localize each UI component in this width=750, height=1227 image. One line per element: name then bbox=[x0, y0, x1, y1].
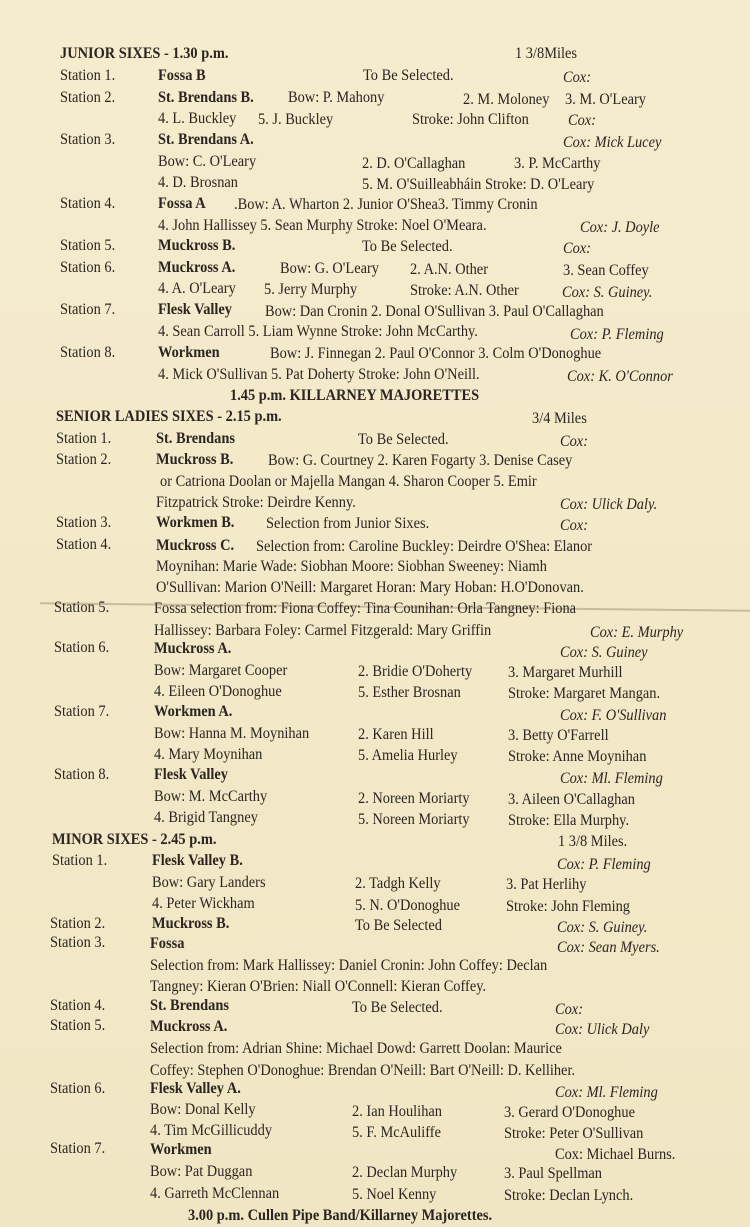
station-label: Station 5. bbox=[60, 237, 116, 254]
cox: Cox: bbox=[560, 433, 588, 450]
station-label: Station 8. bbox=[54, 766, 110, 783]
rower-3: 3. Paul Spellman bbox=[504, 1165, 603, 1182]
crew-info: Selection from Junior Sixes. bbox=[266, 515, 430, 532]
station-label: Station 6. bbox=[50, 1080, 106, 1097]
crew-name: Muckross B. bbox=[152, 915, 230, 932]
rower-bow: Bow: Hanna M. Moynihan bbox=[154, 725, 310, 742]
cox: Cox: S. Guiney bbox=[560, 644, 648, 661]
cox: Cox: S. Guiney. bbox=[562, 284, 653, 301]
rower-5: 5. Noreen Moriarty bbox=[358, 811, 470, 828]
crew-info: To Be Selected bbox=[355, 917, 442, 934]
station-label: Station 2. bbox=[50, 915, 106, 932]
rower-2: 2. A.N. Other bbox=[410, 261, 488, 278]
rower-bow: Bow: Margaret Cooper bbox=[154, 662, 288, 679]
rower-2: 2. Tadgh Kelly bbox=[355, 875, 441, 892]
rower-4: 4. A. O'Leary bbox=[158, 280, 236, 297]
crew-info: To Be Selected. bbox=[358, 431, 449, 448]
crew-line: 4. Sean Carroll 5. Liam Wynne Stroke: John McCarthy. bbox=[158, 323, 478, 340]
crew-line: Selection from: Adrian Shine: Michael Dowd: Garrett Doolan: Maurice bbox=[150, 1040, 562, 1057]
rower-4: 4. Tim McGillicuddy bbox=[150, 1122, 273, 1139]
crew-name: Workmen B. bbox=[156, 514, 235, 531]
cox: Cox: S. Guiney. bbox=[557, 919, 648, 936]
crew-name: Fossa B bbox=[158, 67, 206, 84]
cox: Cox: P. Fleming bbox=[557, 856, 651, 873]
rower-3: 3. M. O'Leary bbox=[565, 91, 646, 108]
station-label: Station 4. bbox=[56, 536, 112, 553]
rower-2: 2. Bridie O'Doherty bbox=[358, 663, 473, 680]
crew-name: Muckross A. bbox=[158, 259, 236, 276]
rower-bow: Bow: Gary Landers bbox=[152, 874, 266, 891]
cox: Cox: Mick Lucey bbox=[563, 134, 662, 151]
station-label: Station 5. bbox=[54, 599, 110, 616]
crew-name: Flesk Valley B. bbox=[152, 852, 243, 869]
crew-name: St. Brendans bbox=[156, 430, 235, 447]
minor-sixes-heading: MINOR SIXES - 2.45 p.m. bbox=[52, 831, 217, 848]
crew-name: St. Brendans A. bbox=[158, 131, 254, 148]
station-label: Station 8. bbox=[60, 344, 116, 361]
crew-line: Fossa selection from: Fiona Coffey: Tina Counihan: Orla Tangney: Fiona bbox=[154, 600, 577, 617]
station-label: Station 1. bbox=[56, 430, 112, 447]
station-label: Station 6. bbox=[60, 259, 116, 276]
cox: Cox: bbox=[560, 517, 588, 534]
rower-2: 2. M. Moloney bbox=[463, 91, 550, 108]
cox: Cox: F. O'Sullivan bbox=[560, 707, 667, 724]
rower-4: 4. Garreth McClennan bbox=[150, 1185, 280, 1202]
rower-2: 2. Declan Murphy bbox=[352, 1164, 458, 1181]
crew-line: Moynihan: Marie Wade: Siobhan Moore: Siobhan Sweeney: Niamh bbox=[156, 558, 547, 575]
station-label: Station 7. bbox=[60, 301, 116, 318]
crew-line: Coffey: Stephen O'Donoghue: Brendan O'Neill: Bart O'Neill: D. Kelliher. bbox=[150, 1062, 576, 1079]
crew-info: To Be Selected. bbox=[363, 67, 454, 84]
rower-3: 3. Pat Herlihy bbox=[506, 876, 587, 893]
rower-3: 3. Margaret Murhill bbox=[508, 664, 623, 681]
rower-bow: Bow: P. Mahony bbox=[288, 89, 385, 106]
cox: Cox: Ulick Daly. bbox=[560, 496, 658, 513]
crew-line: Tangney: Kieran O'Brien: Niall O'Connell: Kieran Coffey. bbox=[150, 978, 487, 995]
interlude-majorettes: 1.45 p.m. KILLARNEY MAJORETTES bbox=[230, 387, 480, 404]
rower-5-stroke: 5. M. O'Suilleabháin Stroke: D. O'Leary bbox=[362, 176, 595, 193]
rower-2: 2. D. O'Callaghan bbox=[362, 155, 466, 172]
crew-name: Muckross C. bbox=[156, 537, 235, 554]
cox: Cox: E. Murphy bbox=[590, 624, 684, 641]
station-label: Station 4. bbox=[60, 195, 116, 212]
crew-line: 4. John Hallissey 5. Sean Murphy Stroke: Noel O'Meara. bbox=[158, 217, 487, 234]
crew-line: Fitzpatrick Stroke: Deirdre Kenny. bbox=[156, 494, 356, 511]
crew-line: or Catriona Doolan or Majella Mangan 4. Sharon Cooper 5. Emir bbox=[160, 473, 537, 490]
rower-stroke: Stroke: Margaret Mangan. bbox=[508, 685, 661, 702]
rower-stroke: Stroke: Anne Moynihan bbox=[508, 748, 647, 765]
crew-name: Workmen A. bbox=[154, 703, 233, 720]
cox: Cox: J. Doyle bbox=[580, 219, 660, 236]
crew-name: Fossa A bbox=[158, 195, 206, 212]
cox: Cox: Ulick Daly bbox=[555, 1021, 650, 1038]
crew-name: Muckross A. bbox=[154, 640, 232, 657]
rower-2: 2. Ian Houlihan bbox=[352, 1103, 442, 1120]
station-label: Station 1. bbox=[60, 67, 116, 84]
crew-line: Bow: Dan Cronin 2. Donal O'Sullivan 3. Paul O'Callaghan bbox=[265, 303, 604, 320]
rower-4: 4. Peter Wickham bbox=[152, 895, 255, 912]
rower-stroke: Stroke: Ella Murphy. bbox=[508, 812, 630, 829]
rower-bow: Bow: G. O'Leary bbox=[280, 260, 379, 277]
cox: Cox: Sean Myers. bbox=[557, 939, 660, 956]
senior-ladies-heading: SENIOR LADIES SIXES - 2.15 p.m. bbox=[56, 408, 282, 425]
rower-5: 5. Esther Brosnan bbox=[358, 684, 461, 701]
rower-3: 3. Sean Coffey bbox=[563, 262, 649, 279]
crew-name: Flesk Valley bbox=[158, 301, 233, 318]
rower-3: 3. P. McCarthy bbox=[514, 155, 601, 172]
interlude-pipe-band: 3.00 p.m. Cullen Pipe Band/Killarney Majorettes. bbox=[188, 1207, 493, 1224]
crew-line: .Bow: A. Wharton 2. Junior O'Shea3. Timmy Cronin bbox=[234, 196, 538, 213]
rower-5: 5. J. Buckley bbox=[258, 111, 334, 128]
minor-distance: 1 3/8 Miles. bbox=[558, 833, 628, 850]
station-label: Station 3. bbox=[56, 514, 112, 531]
station-label: Station 2. bbox=[60, 89, 116, 106]
crew-line: O'Sullivan: Marion O'Neill: Margaret Horan: Mary Hoban: H.O'Donovan. bbox=[156, 579, 584, 596]
cox: Cox: bbox=[563, 240, 591, 257]
station-label: Station 6. bbox=[54, 639, 110, 656]
cox: Cox: Ml. Fleming bbox=[560, 770, 663, 787]
ladies-distance: 3/4 Miles bbox=[532, 410, 587, 427]
cox: Cox: P. Fleming bbox=[570, 326, 664, 343]
crew-line: Hallissey: Barbara Foley: Carmel Fitzgerald: Mary Griffin bbox=[154, 622, 492, 639]
crew-name: Muckross B. bbox=[156, 451, 234, 468]
cox: Cox: Ml. Fleming bbox=[555, 1084, 658, 1101]
station-label: Station 3. bbox=[50, 934, 106, 951]
rower-stroke: Stroke: John Fleming bbox=[506, 898, 631, 915]
crew-name: Workmen bbox=[158, 344, 220, 361]
station-label: Station 7. bbox=[54, 703, 110, 720]
rower-3: 3. Betty O'Farrell bbox=[508, 727, 609, 744]
rower-3: 3. Aileen O'Callaghan bbox=[508, 791, 635, 808]
cox: Cox: bbox=[563, 69, 591, 86]
cox: Cox: Michael Burns. bbox=[555, 1146, 676, 1163]
station-label: Station 2. bbox=[56, 451, 112, 468]
station-label: Station 1. bbox=[52, 852, 108, 869]
rower-stroke: Stroke: A.N. Other bbox=[410, 282, 519, 299]
cox: Cox: bbox=[555, 1001, 583, 1018]
rower-4: 4. L. Buckley bbox=[158, 110, 237, 127]
rower-bow: Bow: Pat Duggan bbox=[150, 1163, 253, 1180]
crew-name: Flesk Valley A. bbox=[150, 1080, 241, 1097]
crew-name: Flesk Valley bbox=[154, 766, 229, 783]
crew-name: Muckross B. bbox=[158, 237, 236, 254]
crew-line: Selection from: Mark Hallissey: Daniel Cronin: John Coffey: Declan bbox=[150, 957, 548, 974]
rower-4: 4. Mary Moynihan bbox=[154, 746, 263, 763]
crew-name: Muckross A. bbox=[150, 1018, 228, 1035]
junior-distance: 1 3/8Miles bbox=[515, 45, 578, 62]
rower-2: 2. Noreen Moriarty bbox=[358, 790, 470, 807]
rower-4: 4. Brigid Tangney bbox=[154, 809, 258, 826]
rower-bow: Bow: C. O'Leary bbox=[158, 153, 257, 170]
rower-stroke: Stroke: Declan Lynch. bbox=[504, 1187, 634, 1204]
rower-5: 5. Noel Kenny bbox=[352, 1186, 437, 1203]
crew-info: To Be Selected. bbox=[362, 238, 453, 255]
crew-line: Selection from: Caroline Buckley: Deirdre O'Shea: Elanor bbox=[256, 538, 593, 555]
rower-5: 5. Amelia Hurley bbox=[358, 747, 458, 764]
rower-5: 5. F. McAuliffe bbox=[352, 1124, 441, 1141]
cox: Cox: K. O'Connor bbox=[567, 368, 673, 385]
rower-3: 3. Gerard O'Donoghue bbox=[504, 1104, 635, 1121]
rower-4: 4. D. Brosnan bbox=[158, 174, 239, 191]
crew-name: St. Brendans B. bbox=[158, 89, 254, 106]
rower-bow: Bow: M. McCarthy bbox=[154, 788, 268, 805]
crew-line: Bow: J. Finnegan 2. Paul O'Connor 3. Colm O'Donoghue bbox=[270, 345, 602, 362]
crew-name: Workmen bbox=[150, 1141, 212, 1158]
rower-5: 5. N. O'Donoghue bbox=[355, 897, 460, 914]
crew-line: Bow: G. Courtney 2. Karen Fogarty 3. Denise Casey bbox=[268, 452, 573, 469]
rower-stroke: Stroke: Peter O'Sullivan bbox=[504, 1125, 644, 1142]
crew-name: St. Brendans bbox=[150, 997, 229, 1014]
rower-2: 2. Karen Hill bbox=[358, 726, 434, 743]
rower-stroke: Stroke: John Clifton bbox=[412, 111, 529, 128]
junior-sixes-heading: JUNIOR SIXES - 1.30 p.m. bbox=[60, 45, 229, 62]
station-label: Station 3. bbox=[60, 131, 116, 148]
station-label: Station 5. bbox=[50, 1017, 106, 1034]
rower-bow: Bow: Donal Kelly bbox=[150, 1101, 256, 1118]
rower-5: 5. Jerry Murphy bbox=[264, 281, 358, 298]
crew-info: To Be Selected. bbox=[352, 999, 443, 1016]
crew-name: Fossa bbox=[150, 935, 185, 952]
cox: Cox: bbox=[568, 112, 596, 129]
crew-line: 4. Mick O'Sullivan 5. Pat Doherty Stroke: John O'Neill. bbox=[158, 366, 480, 383]
rower-4: 4. Eileen O'Donoghue bbox=[154, 683, 282, 700]
station-label: Station 4. bbox=[50, 997, 106, 1014]
station-label: Station 7. bbox=[50, 1140, 106, 1157]
